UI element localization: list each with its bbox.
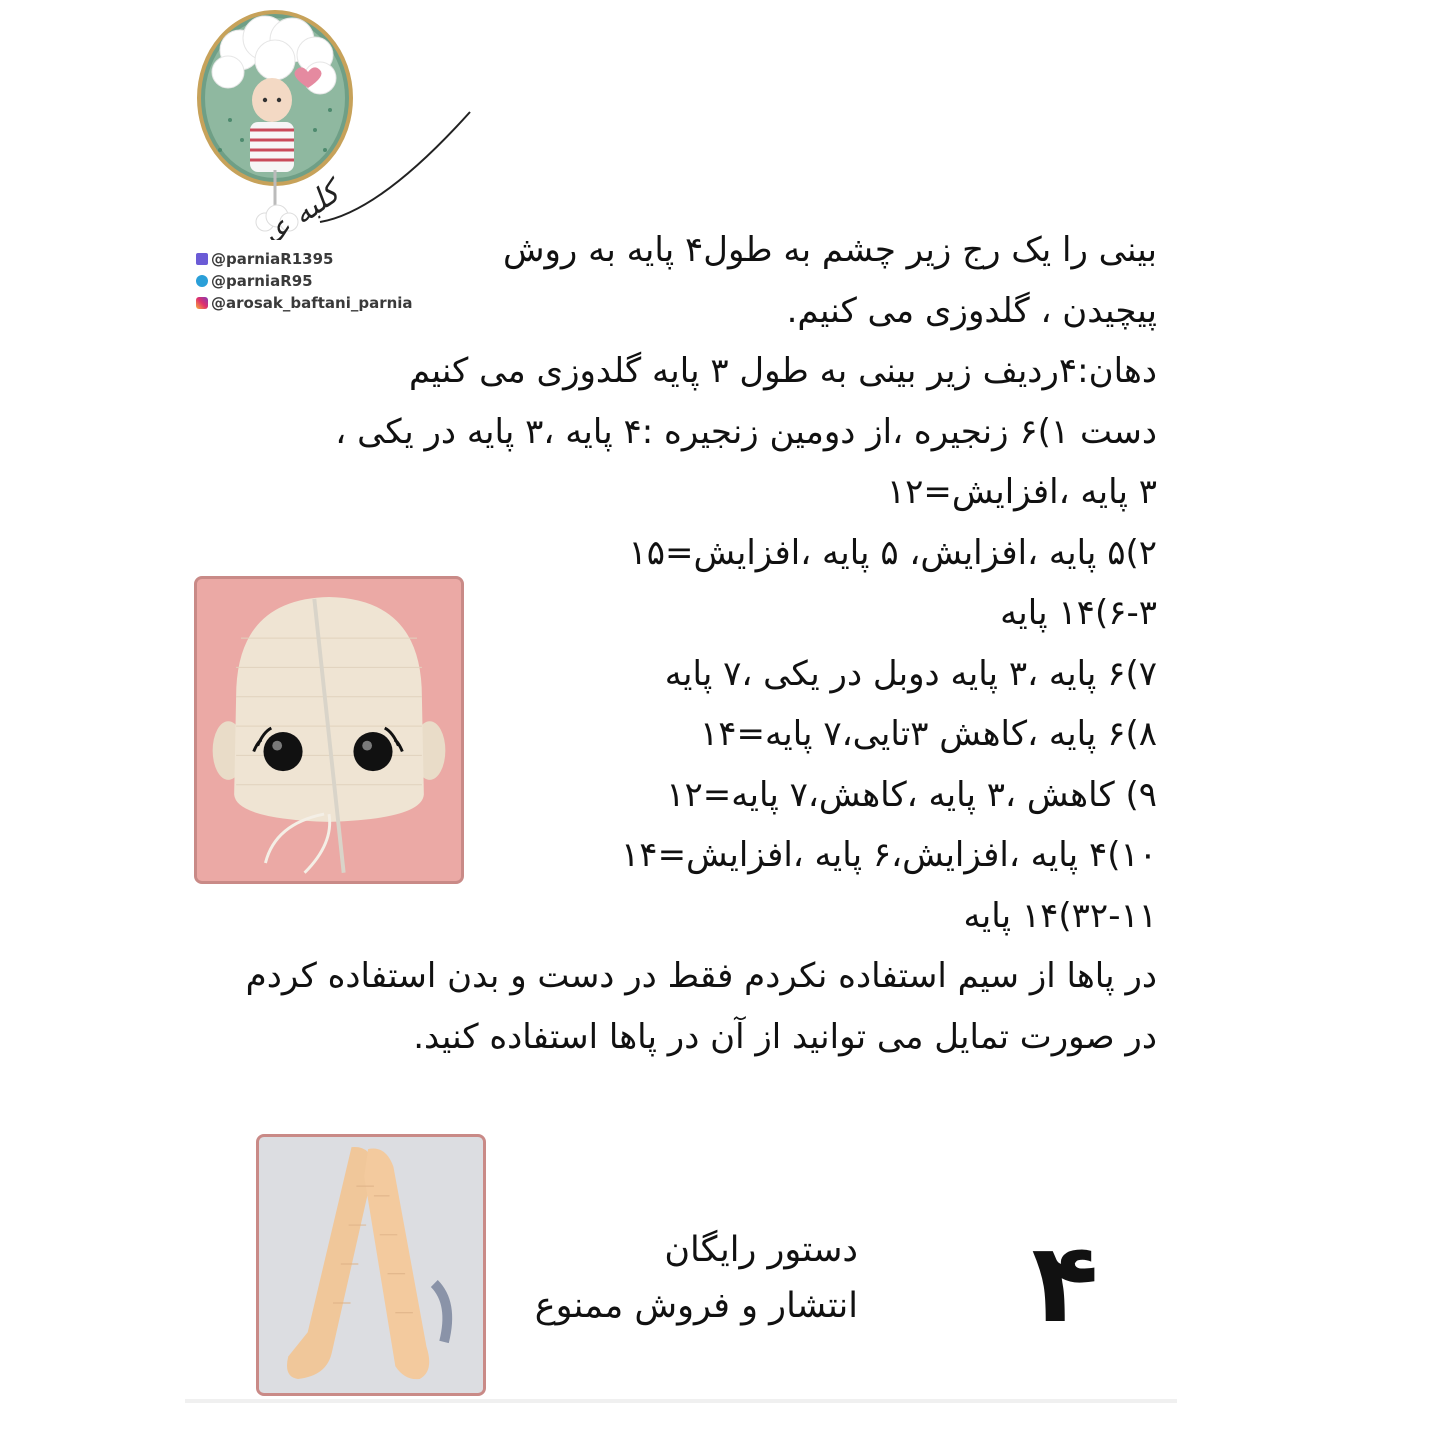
handle-text: @arosak_baftani_parnia	[211, 294, 413, 312]
instruction-line: ۱۰)۴ پایه ،افزایش،۶ پایه ،افزایش=۱۴	[621, 835, 1157, 875]
footer-no-sale: انتشار و فروش ممنوع	[534, 1286, 858, 1326]
instruction-line: دست ۱)۶ زنجیره ،از دومین زنجیره :۴ پایه ،۳ پایه در یکی ،	[335, 411, 1157, 452]
instruction-line: ۶-۳)۱۴ پایه	[1000, 593, 1157, 633]
brand-logo	[180, 10, 480, 240]
instruction-line: در صورت تمایل می توانید از آن در پاها استفاده کنید.	[413, 1016, 1157, 1057]
instruction-line: ۲)۵ پایه ،افزایش، ۵ پایه ،افزایش=۱۵	[628, 532, 1157, 573]
instruction-line: بینی را یک رج زیر چشم به طول۴ پایه به روش	[503, 230, 1157, 270]
footer-notice	[535, 1222, 858, 1334]
footer-free-pattern: دستور رایگان	[664, 1230, 858, 1270]
page-number: ۴	[1031, 1219, 1099, 1347]
handle-text: @parniaR1395	[211, 250, 334, 268]
divider	[185, 1399, 1177, 1403]
brand-logo-artwork	[180, 10, 480, 240]
doll-head-photo	[194, 576, 464, 884]
instruction-line: ۷)۶ پایه ،۳ پایه دوبل در یکی ،۷ پایه	[664, 653, 1157, 694]
instagram-icon	[196, 297, 208, 309]
doll-legs-illustration	[259, 1137, 483, 1393]
instruction-line: ۳۲-۱۱)۱۴ پایه	[963, 895, 1157, 936]
instruction-line: ۹) کاهش ،۳ پایه ،کاهش،۷ پایه=۱۲	[666, 774, 1157, 815]
instruction-line: پیچیدن ، گلدوزی می کنیم.	[786, 290, 1157, 331]
instruction-line: ۸)۶ پایه ،کاهش ۳تایی،۷ پایه=۱۴	[699, 714, 1157, 754]
doll-legs-photo	[256, 1134, 486, 1396]
handle-text: @parniaR95	[211, 272, 313, 290]
instruction-line: در پاها از سیم استفاده نکردم فقط در دست و بدن استفاده کردم	[245, 956, 1157, 996]
id-icon	[196, 253, 208, 265]
instruction-line: ۳ پایه ،افزایش=۱۲	[886, 472, 1157, 512]
doll-head-illustration	[197, 579, 461, 881]
instruction-line: دهان:۴ردیف زیر بینی به طول ۳ پایه گلدوزی می کنیم	[408, 351, 1157, 391]
telegram-icon	[196, 275, 208, 287]
